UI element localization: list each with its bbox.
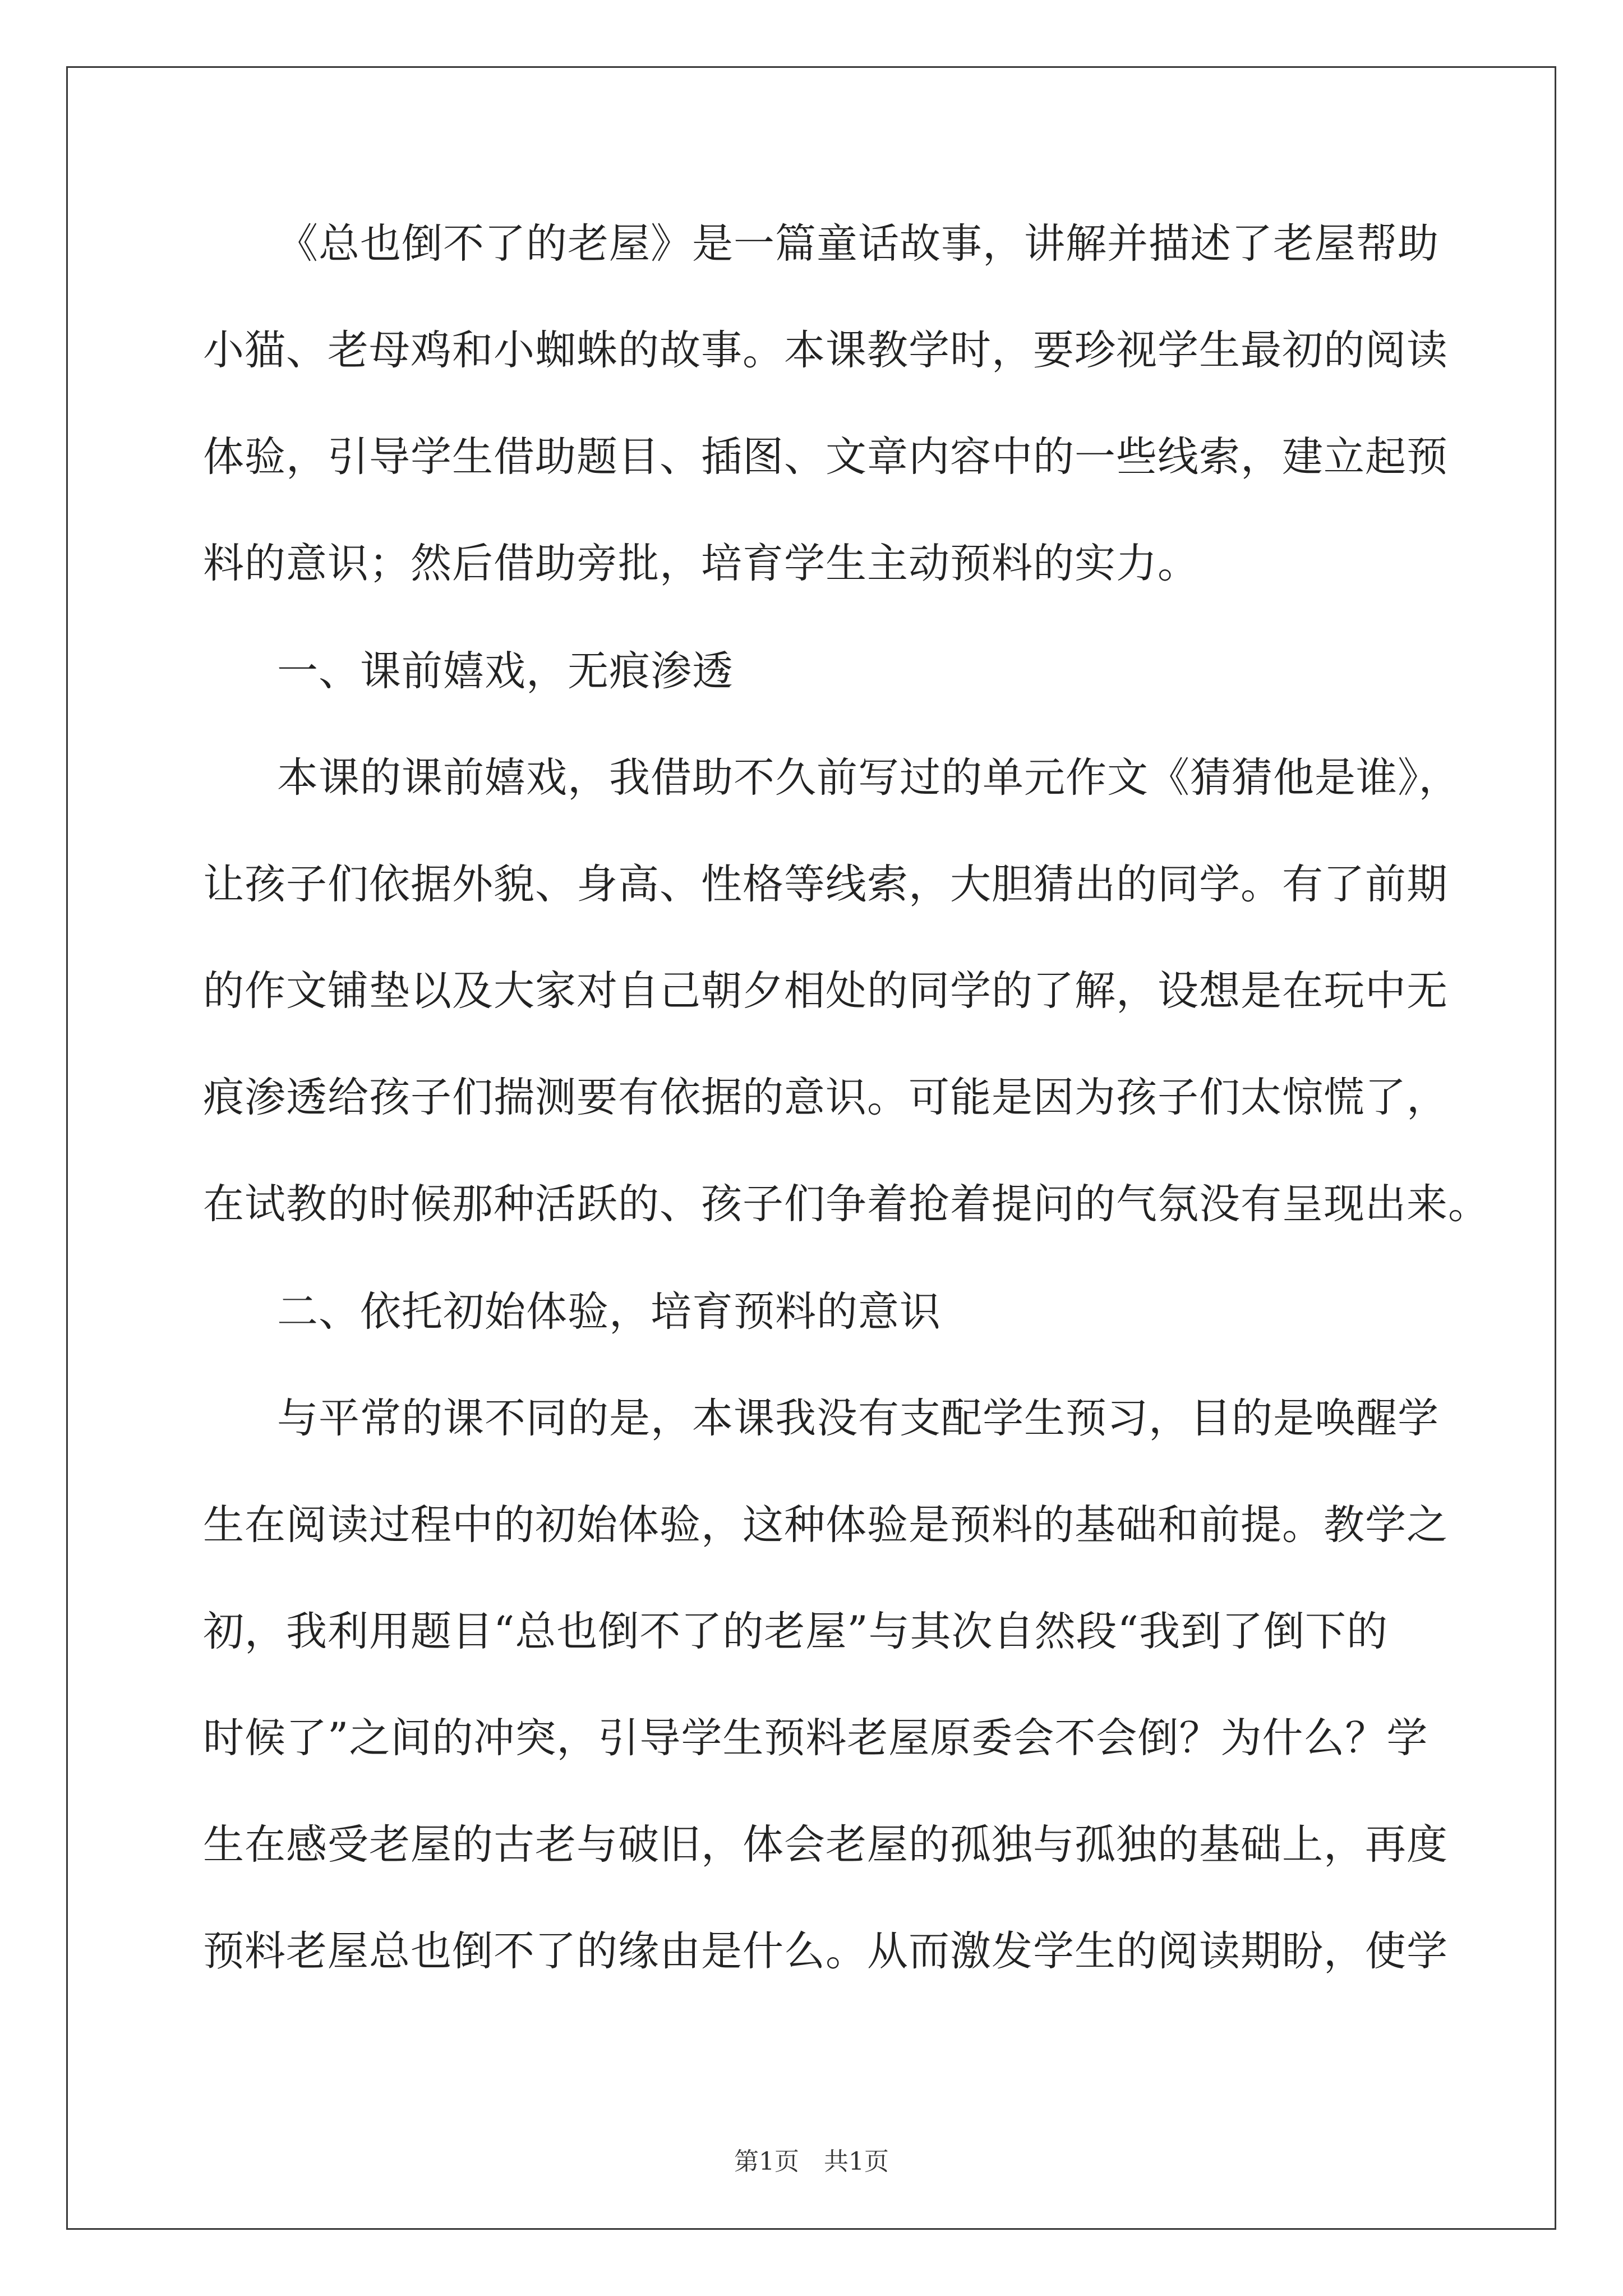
paragraph-2-line-1: 本课的课前嬉戏，我借助不久前写过的单元作文《猜猜他是谁》， <box>277 754 1460 802</box>
paragraph-3-line-5: 生在感受老屋的古老与破旧，体会老屋的孤独与孤独的基础上，再度 <box>203 1821 1448 1869</box>
paragraph-2-line-3: 的作文铺垫以及大家对自己朝夕相处的同学的了解，设想是在玩中无 <box>203 967 1448 1015</box>
paragraph-3-line-6: 预料老屋总也倒不了的缘由是什么。从而激发学生的阅读期盼，使学 <box>203 1927 1448 1975</box>
paragraph-1-line-2: 小猫、老母鸡和小蜘蛛的故事。本课教学时，要珍视学生最初的阅读 <box>203 326 1448 374</box>
paragraph-3-line-1: 与平常的课不同的是，本课我没有支配学生预习，目的是唤醒学 <box>277 1395 1439 1442</box>
section-heading-2: 二、依托初始体验，培育预料的意识 <box>277 1288 941 1336</box>
page-number-footer: 第1页 共1页 <box>734 2147 889 2176</box>
paragraph-1-line-1: 《总也倒不了的老屋》是一篇童话故事，讲解并描述了老屋帮助 <box>277 220 1439 268</box>
paragraph-2-line-5: 在试教的时候那种活跃的、孩子们争着抢着提问的气氛没有呈现出来。 <box>203 1180 1490 1228</box>
paragraph-3-line-3: 初，我利用题目“总也倒不了的老屋”与其次自然段“我到了倒下的 <box>203 1608 1388 1655</box>
page-border <box>66 66 1556 2230</box>
paragraph-3-line-4: 时候了”之间的冲突，引导学生预料老屋原委会不会倒？为什么？学 <box>203 1714 1428 1762</box>
paragraph-2-line-4: 痕渗透给孩子们揣测要有依据的意识。可能是因为孩子们太惊慌了， <box>203 1074 1448 1121</box>
paragraph-2-line-2: 让孩子们依据外貌、身高、性格等线索，大胆猜出的同学。有了前期 <box>203 861 1448 908</box>
paragraph-1-line-3: 体验，引导学生借助题目、插图、文章内容中的一些线索，建立起预 <box>203 433 1448 481</box>
paragraph-1-line-4: 料的意识；然后借助旁批，培育学生主动预料的实力。 <box>203 540 1199 587</box>
paragraph-3-line-2: 生在阅读过程中的初始体验，这种体验是预料的基础和前提。教学之 <box>203 1501 1448 1549</box>
section-heading-1: 一、课前嬉戏，无痕渗透 <box>277 647 734 695</box>
